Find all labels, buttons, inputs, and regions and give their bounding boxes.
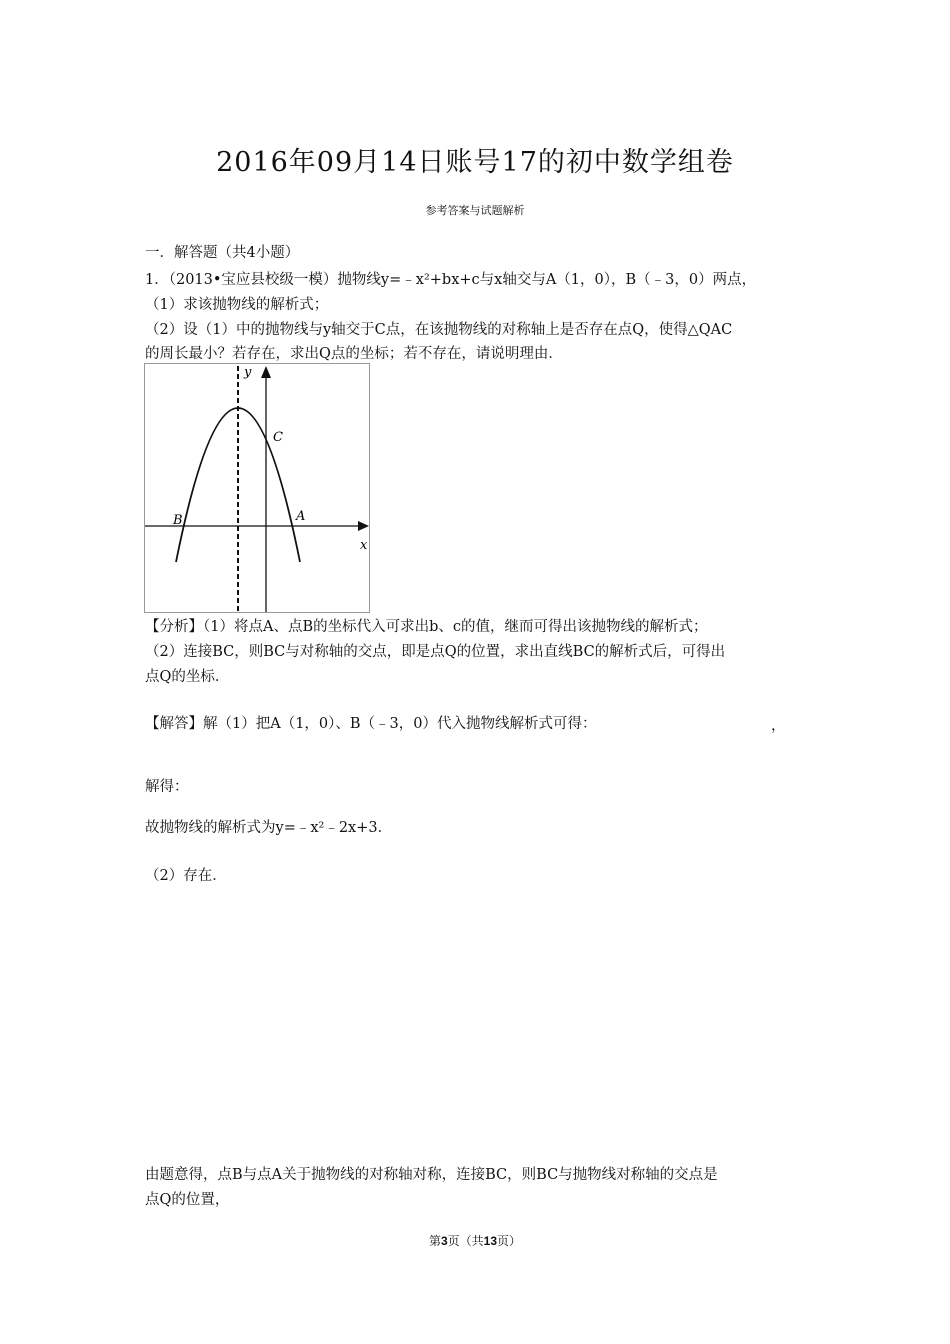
analysis-line-2: （2）连接BC，则BC与对称轴的交点，即是点Q的位置，求出直线BC的解析式后，可得出 bbox=[145, 644, 726, 660]
analysis-line-3: 点Q的坐标． bbox=[145, 669, 230, 685]
footer-total-pages: 13 bbox=[483, 1234, 498, 1248]
solution-explanation-2: 点Q的位置， bbox=[145, 1192, 230, 1208]
problem-part-2: （2）设（1）中的抛物线与y轴交于C点，在该抛物线的对称轴上是否存在点Q，使得△QAC bbox=[145, 322, 733, 338]
page-footer bbox=[0, 1232, 950, 1249]
analysis-line-1: 【分析】（1）将点A、点B的坐标代入可求出b、c的值，继而可得出该抛物线的解析式； bbox=[145, 619, 708, 635]
x-axis-arrow bbox=[358, 521, 369, 531]
solution-part-2: （2）存在． bbox=[145, 868, 227, 884]
solution-result: 故抛物线的解析式为y=﹣x²﹣2x+3． bbox=[145, 820, 393, 836]
y-axis-arrow bbox=[261, 366, 271, 378]
problem-part-2-cont: 的周长最小？若存在，求出Q点的坐标；若不存在，请说明理由． bbox=[145, 346, 563, 362]
solution-line-1: 【解答】解（1）把A（1，0）、B（﹣3，0）代入抛物线解析式可得： bbox=[145, 716, 597, 732]
point-b-label: B bbox=[173, 513, 183, 528]
point-a-label: A bbox=[296, 509, 306, 524]
x-axis-label: x bbox=[360, 538, 368, 553]
problem-statement: 1．（2013•宝应县校级一模）抛物线y=﹣x²+bx+c与x轴交与A（1，0），B（﹣3，0）两点， bbox=[145, 272, 757, 288]
section-heading: 一．解答题（共4小题） bbox=[145, 245, 300, 261]
parabola-graph bbox=[145, 364, 371, 614]
solution-comma: ， bbox=[771, 718, 786, 734]
document-subtitle: 参考答案与试题解析 bbox=[425, 204, 525, 217]
footer-suffix: 页） bbox=[497, 1234, 522, 1248]
footer-mid: 页（共 bbox=[447, 1234, 484, 1248]
footer-page-number: 3 bbox=[440, 1234, 448, 1248]
point-c-label: C bbox=[273, 430, 283, 445]
y-axis-label: y bbox=[244, 365, 252, 380]
document-title: 2016年09月14日账号17的初中数学组卷 bbox=[216, 147, 734, 178]
problem-part-1: （1）求该抛物线的解析式； bbox=[145, 297, 329, 313]
solution-explanation-1: 由题意得，点B与点A关于抛物线的对称轴对称，连接BC，则BC与抛物线对称轴的交点是 bbox=[145, 1167, 718, 1183]
parabola-figure bbox=[144, 363, 370, 613]
footer-prefix: 第 bbox=[428, 1234, 441, 1248]
solution-solve-label: 解得： bbox=[145, 779, 189, 795]
